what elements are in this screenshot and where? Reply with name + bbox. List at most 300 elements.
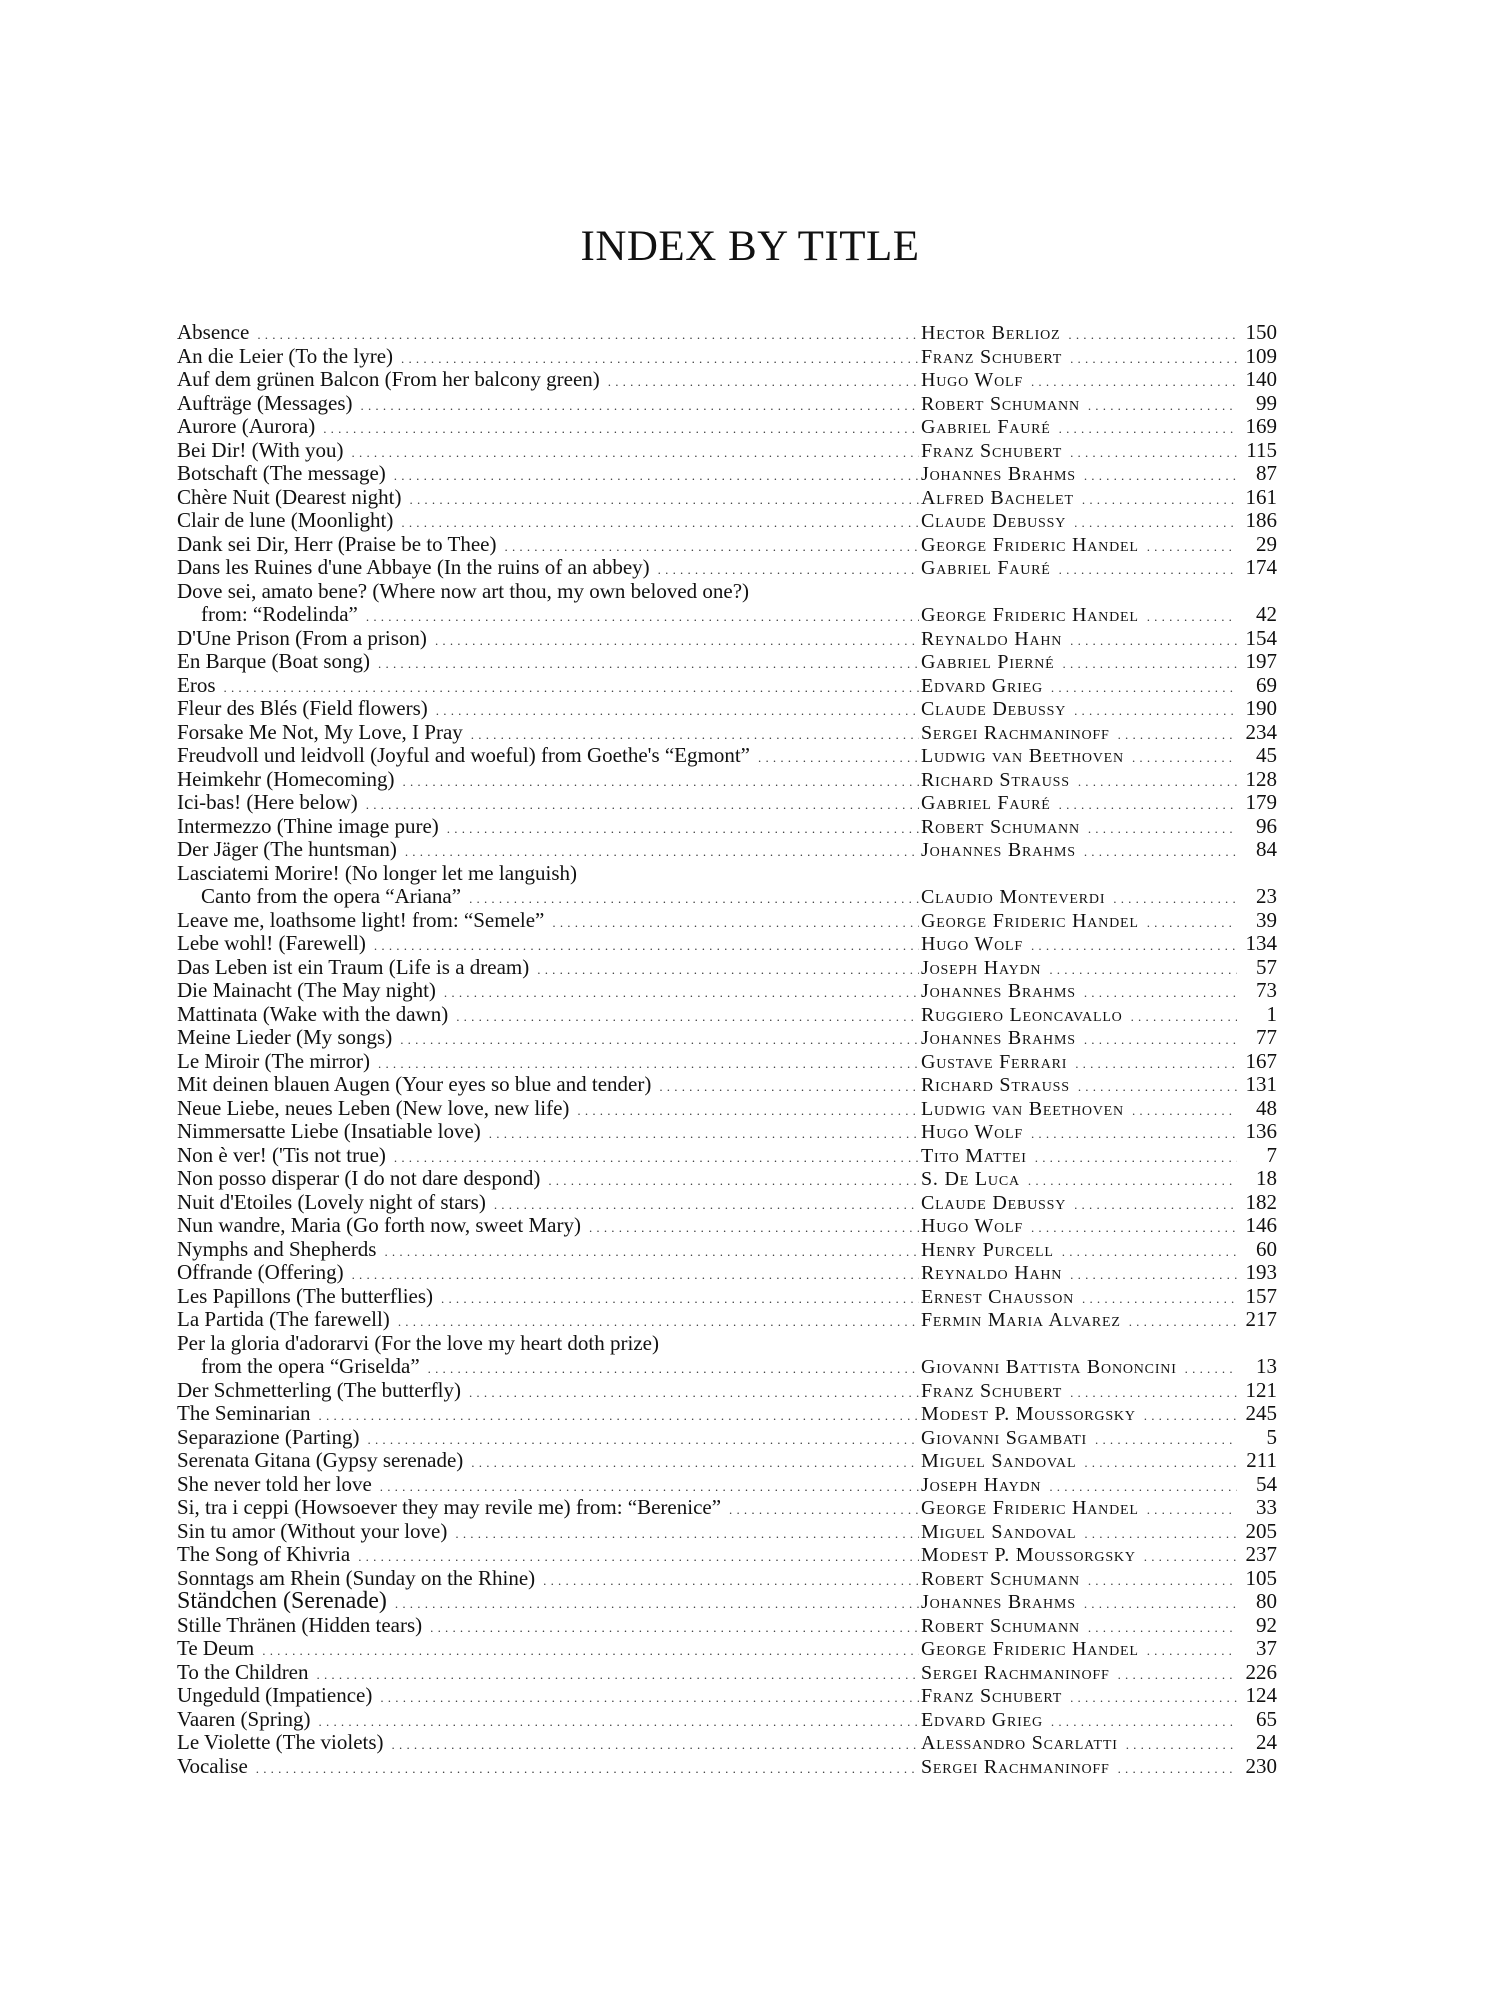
composer-name: Franz Schubert	[921, 1379, 1063, 1402]
entry-title-group	[177, 1261, 921, 1287]
dot-leader	[1113, 887, 1237, 911]
index-entry	[177, 1637, 1277, 1661]
song-title: Leave me, loathsome light! from: “Semele”	[177, 908, 545, 932]
index-entry	[177, 1214, 1277, 1238]
entry-composer-group	[921, 1474, 1239, 1499]
page-number: 193	[1245, 1260, 1277, 1284]
entry-composer-group	[921, 980, 1239, 1005]
dot-leader	[352, 1263, 919, 1287]
song-title: Absence	[177, 321, 250, 344]
index-entry	[177, 1590, 1277, 1614]
song-title: Fleur des Blés (Field flowers)	[177, 697, 428, 720]
entry-title-group	[177, 1097, 921, 1123]
index-entry	[177, 509, 1277, 533]
song-title: Separazione (Parting)	[177, 1425, 360, 1449]
song-title: Mattinata (Wake with the dawn)	[177, 1002, 449, 1026]
song-title: Non è ver! ('Tis not true)	[177, 1143, 386, 1167]
index-entry	[177, 368, 1277, 392]
entry-title-group	[177, 1214, 921, 1240]
index-entry	[177, 533, 1277, 557]
entry-title-group	[177, 862, 1277, 886]
dot-leader	[505, 535, 920, 559]
composer-name: Reynaldo Hahn	[921, 1262, 1063, 1284]
entry-composer-group	[921, 957, 1239, 982]
dot-leader	[405, 840, 919, 864]
dot-leader	[1088, 394, 1237, 418]
dot-leader	[395, 1592, 919, 1616]
song-title: Ici-bas! (Here below)	[177, 791, 358, 814]
dot-leader	[1084, 981, 1237, 1005]
song-title: Dank sei Dir, Herr (Praise be to Thee)	[177, 532, 497, 556]
index-entry	[177, 1050, 1277, 1074]
composer-name: Hugo Wolf	[921, 369, 1023, 391]
page-number: 136	[1245, 1119, 1277, 1143]
page-number: 57	[1256, 954, 1277, 979]
composer-name: Claudio Monteverdi	[921, 886, 1106, 908]
entry-composer-group	[921, 1732, 1239, 1757]
entry-composer-group	[921, 346, 1239, 371]
dot-leader	[1028, 1169, 1237, 1193]
entry-title-group	[177, 815, 921, 841]
dot-leader	[1070, 1263, 1237, 1287]
page-number: 146	[1245, 1213, 1277, 1237]
dot-leader	[1095, 1428, 1237, 1452]
index-entry	[177, 650, 1277, 674]
composer-name: Franz Schubert	[921, 345, 1063, 368]
page-title: INDEX BY TITLE	[580, 223, 920, 270]
dot-leader	[1088, 817, 1237, 841]
dot-leader	[1074, 699, 1237, 723]
composer-name: George Frideric Handel	[921, 604, 1139, 626]
entry-composer-group	[921, 1427, 1239, 1452]
entry-title-group	[177, 1073, 921, 1099]
index-entry	[177, 1402, 1277, 1426]
dot-leader	[361, 394, 919, 418]
index-entry	[177, 791, 1277, 815]
song-title: Vocalise	[177, 1754, 248, 1778]
entry-title-group	[177, 1496, 921, 1522]
dot-leader	[410, 488, 919, 512]
index-entry	[177, 462, 1277, 486]
composer-name: Hugo Wolf	[921, 1121, 1023, 1143]
composer-name: Henry Purcell	[921, 1238, 1054, 1261]
page-number: 37	[1256, 1636, 1277, 1660]
dot-leader	[1074, 511, 1237, 535]
song-title: Lasciatemi Morire! (No longer let me languish)	[177, 861, 578, 885]
entry-title-group	[177, 1520, 921, 1546]
entry-title-group	[177, 1684, 921, 1710]
song-title: Aurore (Aurora)	[177, 415, 316, 438]
entry-composer-group	[921, 369, 1239, 394]
index-entry	[177, 1614, 1277, 1638]
dot-leader	[428, 1357, 919, 1381]
entry-composer-group	[921, 1709, 1239, 1734]
entry-composer-group	[921, 1286, 1239, 1311]
entry-composer-group	[921, 510, 1239, 535]
index-entry	[177, 556, 1277, 580]
dot-leader	[384, 1240, 919, 1264]
page-number: 29	[1256, 531, 1277, 556]
composer-name: George Frideric Handel	[921, 1497, 1139, 1519]
entry-title-group	[177, 1120, 921, 1146]
song-title: Clair de lune (Moonlight)	[177, 509, 394, 532]
index-entry	[177, 1332, 1277, 1356]
dot-leader	[1031, 934, 1237, 958]
song-title: Meine Lieder (My songs)	[177, 1026, 393, 1049]
index-entry	[177, 415, 1277, 439]
dot-leader	[1070, 441, 1237, 465]
entry-title-group	[177, 650, 921, 676]
entry-title-group	[177, 1543, 921, 1569]
page-number: 24	[1256, 1730, 1277, 1754]
dot-leader	[552, 911, 919, 935]
dot-leader	[1126, 1733, 1237, 1757]
entry-title-group	[177, 345, 921, 371]
dot-leader	[1088, 1616, 1237, 1640]
dot-leader	[758, 746, 919, 770]
composer-name: Hugo Wolf	[921, 933, 1023, 955]
dot-leader	[1078, 1075, 1237, 1099]
entry-title-group	[177, 439, 921, 465]
song-title: Das Leben ist ein Traum (Life is a dream)	[177, 955, 530, 979]
dot-leader	[577, 1099, 919, 1123]
song-title: Botschaft (The message)	[177, 462, 386, 485]
page-number: 179	[1245, 790, 1277, 814]
entry-composer-group	[921, 769, 1239, 794]
dot-leader	[1144, 1404, 1237, 1428]
composer-name: Robert Schumann	[921, 815, 1080, 838]
index-entry	[177, 979, 1277, 1003]
entry-title-group	[177, 1590, 921, 1616]
dot-leader	[729, 1498, 919, 1522]
composer-name: Ruggiero Leoncavallo	[921, 1003, 1123, 1026]
composer-name: Gabriel Fauré	[921, 416, 1051, 438]
entry-composer-group	[921, 1615, 1239, 1640]
dot-leader	[1051, 676, 1237, 700]
entry-title-group	[177, 1449, 921, 1475]
dot-leader	[1084, 464, 1237, 488]
page-number: 45	[1256, 743, 1277, 767]
entry-title-group	[177, 321, 921, 347]
page-number: 96	[1256, 813, 1277, 838]
entry-composer-group	[921, 1004, 1239, 1029]
index-entry	[177, 744, 1277, 768]
dot-leader	[447, 817, 919, 841]
entry-composer-group	[921, 393, 1239, 418]
dot-leader	[455, 1522, 919, 1546]
index-list	[177, 321, 1277, 1778]
entry-title-group	[177, 1308, 921, 1334]
page-number: 5	[1266, 1424, 1277, 1449]
entry-title-group	[177, 486, 921, 512]
dot-leader	[374, 934, 919, 958]
page-number: 60	[1256, 1236, 1277, 1261]
page-number: 13	[1256, 1354, 1277, 1378]
page-number: 109	[1245, 343, 1277, 368]
dot-leader	[380, 1475, 919, 1499]
dot-leader	[256, 1757, 919, 1781]
entry-composer-group	[921, 698, 1239, 723]
entry-composer-group	[921, 1591, 1239, 1616]
index-entry	[177, 1543, 1277, 1567]
dot-leader	[430, 1616, 919, 1640]
dot-leader	[1062, 1240, 1237, 1264]
entry-title-group	[177, 1402, 921, 1428]
composer-name: Giovanni Battista Bononcini	[921, 1356, 1177, 1378]
composer-name: Gabriel Fauré	[921, 557, 1051, 579]
page-number: 115	[1246, 437, 1277, 462]
dot-leader	[1070, 1686, 1237, 1710]
index-entry	[177, 768, 1277, 792]
entry-composer-group	[921, 1239, 1239, 1264]
page-number: 124	[1245, 1683, 1277, 1707]
entry-composer-group	[921, 1192, 1239, 1217]
composer-name: Edvard Grieg	[921, 1708, 1043, 1731]
dot-leader	[1070, 1381, 1237, 1405]
page-number: 54	[1256, 1471, 1277, 1496]
page-number: 80	[1256, 1589, 1277, 1613]
entry-composer-group	[921, 1662, 1239, 1687]
page-number: 42	[1256, 602, 1277, 626]
page-number: 245	[1245, 1401, 1277, 1425]
dot-leader	[658, 558, 919, 582]
composer-name: Franz Schubert	[921, 439, 1063, 462]
page-number: 18	[1256, 1166, 1277, 1190]
dot-leader	[1147, 1498, 1237, 1522]
entry-composer-group	[921, 1638, 1239, 1663]
page-number: 92	[1256, 1612, 1277, 1637]
entry-composer-group	[921, 792, 1239, 817]
entry-composer-group	[921, 1544, 1239, 1569]
page-number: 69	[1256, 672, 1277, 697]
entry-title-group	[177, 1637, 921, 1663]
index-entry	[177, 1144, 1277, 1168]
composer-name: Joseph Haydn	[921, 956, 1042, 979]
entry-title-group	[177, 697, 921, 723]
entry-title-group	[177, 885, 921, 911]
entry-title-group	[177, 979, 921, 1005]
dot-leader	[1070, 629, 1237, 653]
entry-title-group	[177, 744, 921, 770]
entry-composer-group	[921, 1121, 1239, 1146]
index-entry	[177, 1567, 1277, 1591]
entry-composer-group	[921, 487, 1239, 512]
dot-leader	[1084, 1028, 1237, 1052]
index-entry	[177, 721, 1277, 745]
entry-title-group	[177, 1003, 921, 1029]
index-entry	[177, 1261, 1277, 1285]
dot-leader	[1031, 370, 1237, 394]
dot-leader	[398, 1310, 919, 1334]
entry-title-group	[177, 1426, 921, 1452]
entry-title-group	[177, 1379, 921, 1405]
page-number: 197	[1245, 649, 1277, 673]
song-title: Bei Dir! (With you)	[177, 438, 344, 462]
dot-leader	[1059, 417, 1237, 441]
dot-leader	[401, 347, 919, 371]
entry-composer-group	[921, 1380, 1239, 1405]
page-number: 230	[1245, 1753, 1277, 1778]
composer-name: Gustave Ferrari	[921, 1050, 1068, 1073]
page-number: 161	[1245, 484, 1277, 509]
page-number: 84	[1256, 837, 1277, 861]
index-entry	[177, 956, 1277, 980]
dot-leader	[257, 323, 919, 347]
dot-leader	[1051, 1710, 1237, 1734]
index-entry	[177, 674, 1277, 698]
composer-name: Gabriel Fauré	[921, 792, 1051, 814]
entry-composer-group	[921, 1403, 1239, 1428]
page-number: 77	[1256, 1025, 1277, 1049]
dot-leader	[1185, 1357, 1237, 1381]
page-number: 48	[1256, 1095, 1277, 1120]
entry-composer-group	[921, 463, 1239, 488]
song-title: Heimkehr (Homecoming)	[177, 767, 395, 791]
song-title: Per la gloria d'adorarvi (For the love my heart doth prize)	[177, 1331, 659, 1355]
index-entry	[177, 1238, 1277, 1262]
entry-composer-group	[921, 1168, 1239, 1193]
entry-composer-group	[921, 604, 1239, 629]
dot-leader	[441, 1287, 919, 1311]
index-entry	[177, 885, 1277, 909]
composer-name: Hugo Wolf	[921, 1215, 1023, 1237]
dot-leader	[456, 1005, 919, 1029]
entry-title-group	[177, 1355, 921, 1381]
dot-leader	[319, 1710, 919, 1734]
page-number: 217	[1245, 1307, 1277, 1331]
index-entry	[177, 815, 1277, 839]
dot-leader	[1084, 840, 1237, 864]
index-entry	[177, 1473, 1277, 1497]
dot-leader	[1078, 770, 1237, 794]
composer-name: Johannes Brahms	[921, 1027, 1076, 1049]
composer-name: Ludwig van Beethoven	[921, 1097, 1124, 1120]
dot-leader	[435, 629, 919, 653]
index-entry	[177, 603, 1277, 627]
song-title: D'Une Prison (From a prison)	[177, 626, 427, 650]
dot-leader	[400, 1028, 919, 1052]
index-entry	[177, 1379, 1277, 1403]
page-number: 167	[1245, 1048, 1277, 1073]
song-title: The Song of Khivria	[177, 1543, 351, 1566]
composer-name: George Frideric Handel	[921, 909, 1139, 932]
composer-name: Johannes Brahms	[921, 839, 1076, 861]
composer-name: Alessandro Scarlatti	[921, 1732, 1118, 1754]
dot-leader	[1035, 1146, 1237, 1170]
composer-name: Johannes Brahms	[921, 980, 1076, 1002]
index-entry	[177, 1191, 1277, 1215]
composer-name: Robert Schumann	[921, 1567, 1080, 1590]
page-number: 1	[1266, 1001, 1277, 1026]
dot-leader	[1059, 793, 1237, 817]
page-number: 234	[1245, 719, 1277, 744]
entry-title-group	[177, 1050, 921, 1076]
dot-leader	[1031, 1216, 1237, 1240]
dot-leader	[366, 793, 919, 817]
composer-name: George Frideric Handel	[921, 1638, 1139, 1660]
entry-title-group	[177, 462, 921, 488]
entry-composer-group	[921, 722, 1239, 747]
page-number: 99	[1256, 390, 1277, 415]
entry-composer-group	[921, 628, 1239, 653]
composer-name: S. De Luca	[921, 1168, 1020, 1190]
composer-name: Modest P. Moussorgsky	[921, 1403, 1136, 1425]
entry-composer-group	[921, 910, 1239, 935]
dot-leader	[392, 1733, 919, 1757]
composer-name: Ernest Chausson	[921, 1285, 1075, 1308]
page-number: 140	[1245, 367, 1277, 391]
index-entry	[177, 1684, 1277, 1708]
index-entry	[177, 697, 1277, 721]
entry-title-group	[177, 1285, 921, 1311]
entry-composer-group	[921, 839, 1239, 864]
entry-title-group	[177, 1191, 921, 1217]
dot-leader	[436, 699, 919, 723]
composer-name: Reynaldo Hahn	[921, 627, 1063, 650]
song-title: Dove sei, amato bene? (Where now art thou, my own beloved one?)	[177, 579, 750, 603]
dot-leader	[1082, 1287, 1237, 1311]
song-title: To the Children	[177, 1660, 309, 1684]
entry-title-group	[177, 580, 1277, 604]
composer-name: Richard Strauss	[921, 1074, 1070, 1096]
composer-name: Claude Debussy	[921, 698, 1067, 720]
page-number: 169	[1245, 414, 1277, 438]
composer-name: Edvard Grieg	[921, 674, 1043, 697]
song-title: Le Miroir (The mirror)	[177, 1049, 371, 1073]
index-entry	[177, 580, 1277, 604]
page-number: 134	[1245, 931, 1277, 955]
entry-composer-group	[921, 651, 1239, 676]
dot-leader	[394, 1146, 919, 1170]
dot-leader	[1118, 723, 1237, 747]
song-title: Ständchen (Serenade)	[177, 1590, 387, 1614]
entry-title-group	[177, 956, 921, 982]
entry-title-group	[177, 415, 921, 441]
entry-title-group	[177, 1026, 921, 1052]
page-number: 131	[1245, 1072, 1277, 1096]
entry-title-group	[177, 509, 921, 535]
entry-title-group	[177, 674, 921, 700]
entry-composer-group	[921, 1685, 1239, 1710]
index-entry	[177, 1097, 1277, 1121]
index-entry	[177, 1755, 1277, 1779]
page-number: 157	[1245, 1283, 1277, 1308]
dot-leader	[471, 1451, 919, 1475]
entry-title-group	[177, 1144, 921, 1170]
song-title: En Barque (Boat song)	[177, 650, 371, 673]
dot-leader	[494, 1193, 919, 1217]
song-title: Nun wandre, Maria (Go forth now, sweet Mary)	[177, 1214, 581, 1237]
song-title: Le Violette (The violets)	[177, 1731, 384, 1754]
dot-leader	[1084, 1522, 1237, 1546]
dot-leader	[471, 723, 919, 747]
entry-title-group	[177, 909, 921, 935]
index-entry	[177, 1520, 1277, 1544]
dot-leader	[1131, 1005, 1237, 1029]
song-title: Nuit d'Etoiles (Lovely night of stars)	[177, 1190, 486, 1214]
dot-leader	[358, 1545, 919, 1569]
song-title: The Seminarian	[177, 1402, 311, 1425]
composer-name: George Frideric Handel	[921, 533, 1139, 556]
dot-leader	[608, 370, 919, 394]
composer-name: Johannes Brahms	[921, 1591, 1076, 1613]
dot-leader	[394, 464, 919, 488]
song-title: Sin tu amor (Without your love)	[177, 1519, 448, 1543]
dot-leader	[401, 511, 919, 535]
entry-composer-group	[921, 745, 1239, 770]
dot-leader	[1088, 1569, 1237, 1593]
entry-title-group	[177, 368, 921, 394]
